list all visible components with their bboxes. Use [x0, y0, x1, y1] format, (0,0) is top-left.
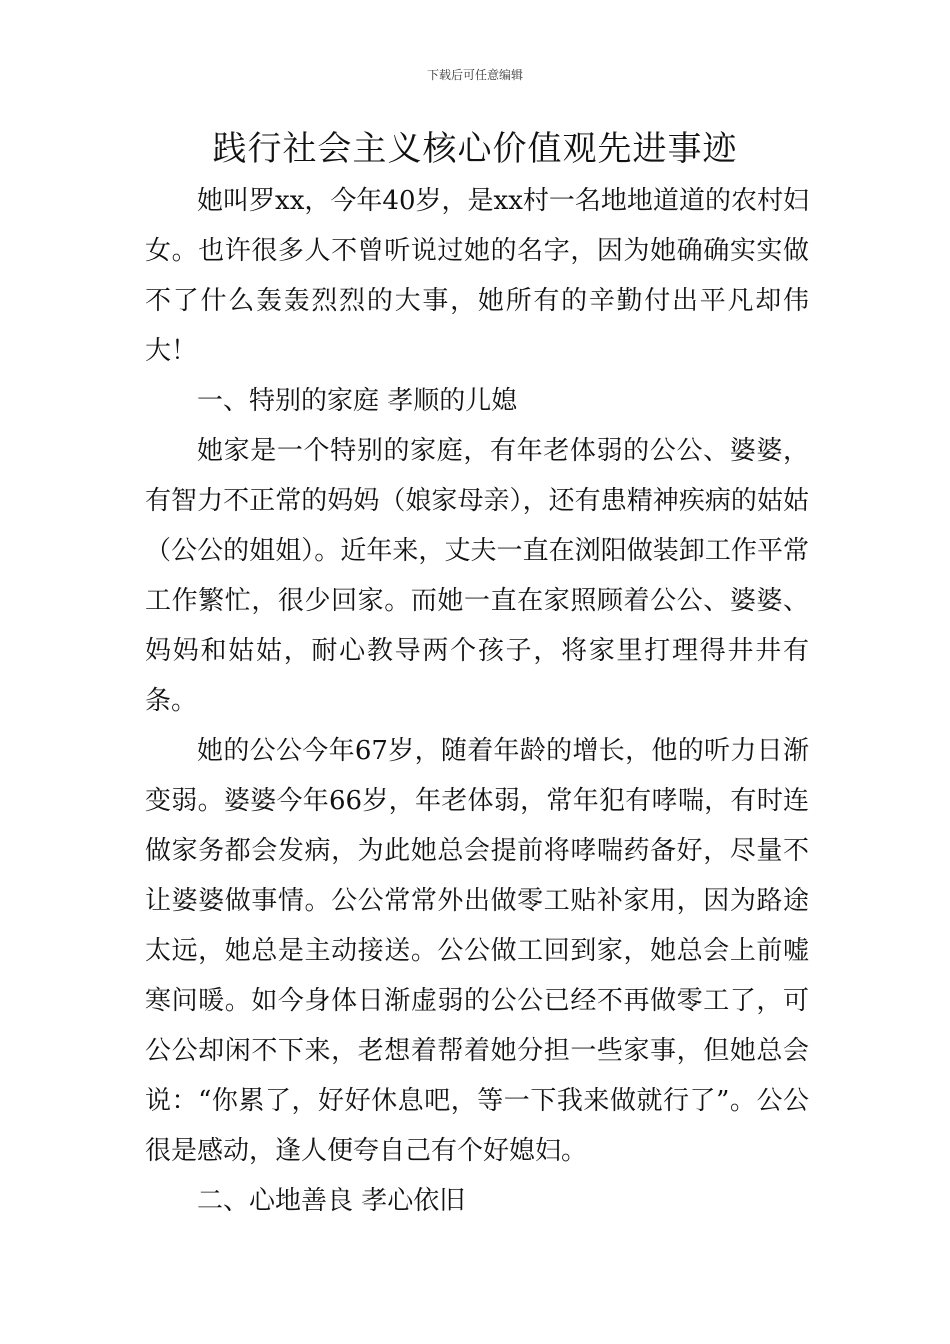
paragraph-family: 她家是一个特别的家庭，有年老体弱的公公、婆婆，有智力不正常的妈妈（娘家母亲），还有患精神疾病的姑姑（公公的姐姐）。近年来，丈夫一直在浏阳做装卸工作平常工作繁忙，很少回家。而她一直在家照顾着公公、婆婆、妈妈和姑姑，耐心教导两个孩子，将家里打理得井井有条。 [145, 436, 809, 716]
paragraph-in-laws: 她的公公今年67岁，随着年龄的增长，他的听力日渐变弱。婆婆今年66岁，年老体弱，常年犯有哮喘，有时连做家务都会发病，为此她总会提前将哮喘药备好，尽量不让婆婆做事情。公公常常外出做零工贴补家用，因为路途太远，她总是主动接送。公公做工回到家，她总会上前嘘寒问暖。如今身体日渐虚弱的公公已经不再做零工了，可公公却闲不下来，老想着帮着她分担一些家事，但她总会说：“你累了，好好休息吧，等一下我来做就行了”。公公很是感动，逢人便夸自己有个好媳妇。 [145, 736, 809, 1166]
paragraph-intro: 她叫罗xx，今年40岁，是xx村一名地地道道的农村妇女。也许很多人不曾听说过她的名字，因为她确确实实做不了什么轰轰烈烈的大事，她所有的辛勤付出平凡却伟大！ [145, 186, 809, 366]
document-body [145, 176, 809, 1226]
section-heading-1: 一、特别的家庭 孝顺的儿媳 [197, 386, 518, 416]
document-title: 践行社会主义核心价值观先进事迹 [212, 129, 738, 169]
section-heading-2: 二、心地善良 孝心依旧 [197, 1186, 466, 1216]
header-note: 下载后可任意编辑 [426, 68, 523, 82]
